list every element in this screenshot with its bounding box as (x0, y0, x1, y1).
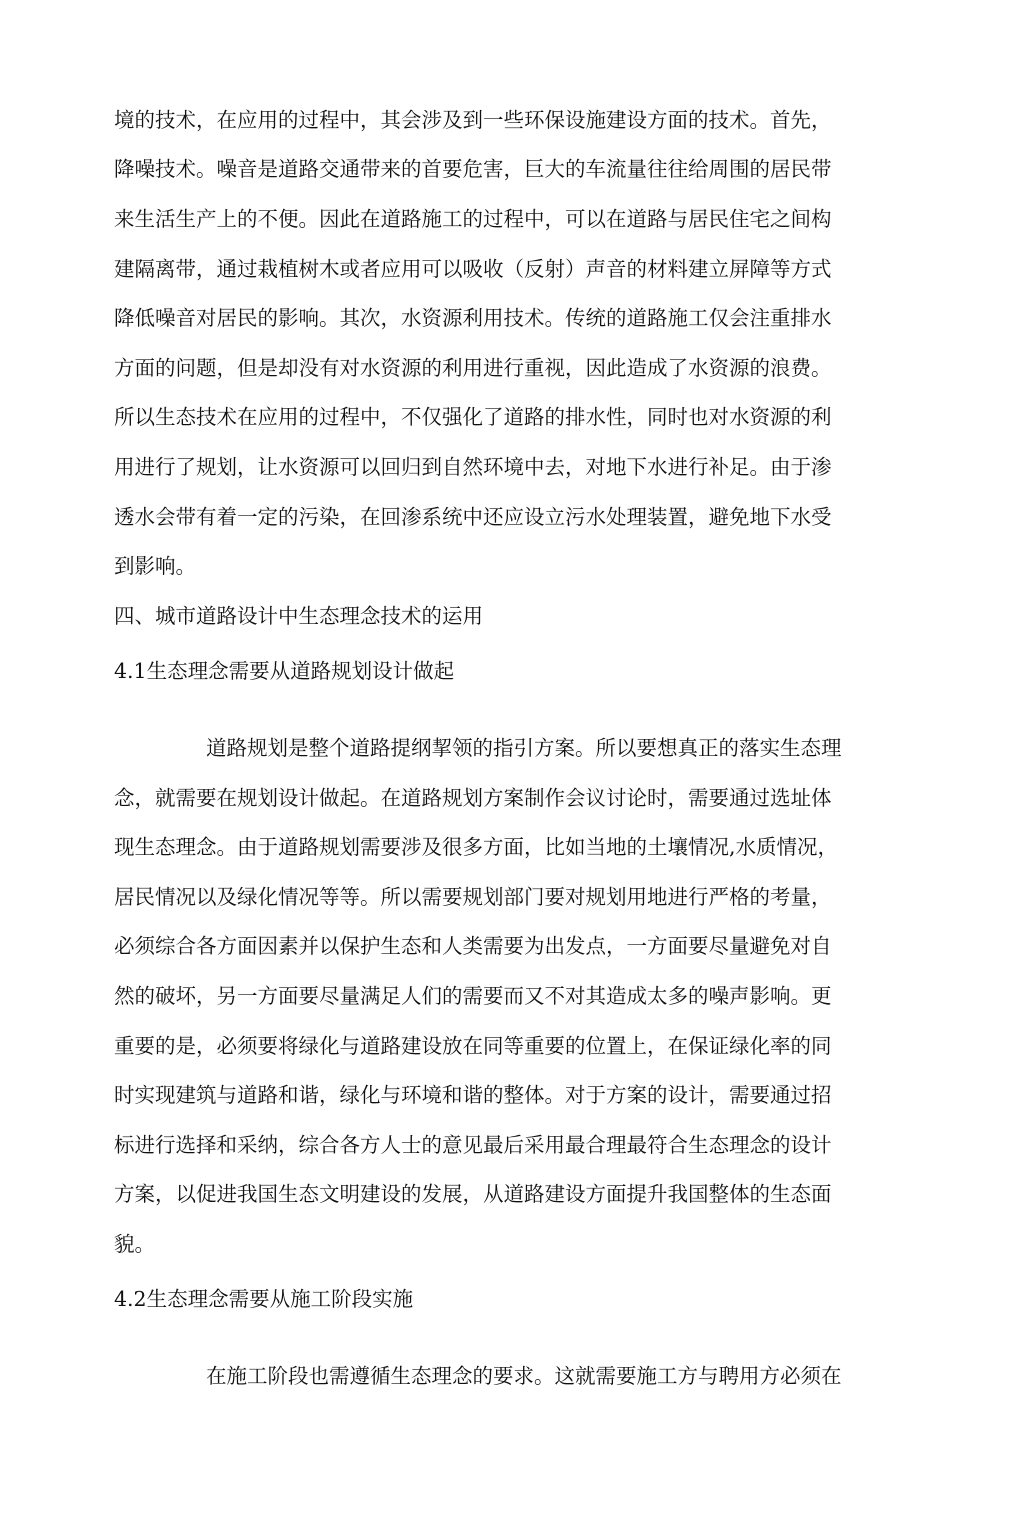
paragraph-line: 道路规划是整个道路提纲挈领的指引方案。所以要想真正的落实生态理 (206, 736, 842, 760)
paragraph-line: 方案，以促进我国生态文明建设的发展，从道路建设方面提升我国整体的生态面 (114, 1182, 832, 1206)
section-heading: 四、城市道路设计中生态理念技术的运用 (114, 604, 483, 628)
subsection-heading: 4.2生态理念需要从施工阶段实施 (114, 1287, 414, 1311)
paragraph-line: 标进行选择和采纳，综合各方人士的意见最后采用最合理最符合生态理念的设计 (114, 1133, 832, 1157)
paragraph-line: 降低噪音对居民的影响。其次，水资源利用技术。传统的道路施工仅会注重排水 (114, 306, 832, 330)
paragraph-line: 透水会带有着一定的污染，在回渗系统中还应设立污水处理装置，避免地下水受 (114, 505, 832, 529)
paragraph-line: 建隔离带，通过栽植树木或者应用可以吸收（反射）声音的材料建立屏障等方式 (114, 257, 832, 281)
paragraph-line: 到影响。 (114, 554, 196, 578)
paragraph-line: 所以生态技术在应用的过程中，不仅强化了道路的排水性，同时也对水资源的利 (114, 405, 832, 429)
paragraph-line: 时实现建筑与道路和谐，绿化与环境和谐的整体。对于方案的设计，需要通过招 (114, 1083, 832, 1107)
paragraph-line: 在施工阶段也需遵循生态理念的要求。这就需要施工方与聘用方必须在 (206, 1364, 842, 1388)
paragraph-line: 现生态理念。由于道路规划需要涉及很多方面，比如当地的土壤情况,水质情况， (114, 835, 839, 859)
paragraph-line: 境的技术，在应用的过程中，其会涉及到一些环保设施建设方面的技术。首先， (114, 108, 832, 132)
paragraph-line: 来生活生产上的不便。因此在道路施工的过程中，可以在道路与居民住宅之间构 (114, 207, 832, 231)
paragraph-line: 必须综合各方面因素并以保护生态和人类需要为出发点，一方面要尽量避免对自 (114, 934, 832, 958)
paragraph-line: 降噪技术。噪音是道路交通带来的首要危害，巨大的车流量往往给周围的居民带 (114, 157, 832, 181)
subsection-heading: 4.1生态理念需要从道路规划设计做起 (114, 659, 455, 683)
paragraph-line: 用进行了规划，让水资源可以回归到自然环境中去，对地下水进行补足。由于渗 (114, 455, 832, 479)
paragraph-line: 念，就需要在规划设计做起。在道路规划方案制作会议讨论时，需要通过选址体 (114, 786, 832, 810)
paragraph-line: 然的破坏，另一方面要尽量满足人们的需要而又不对其造成太多的噪声影响。更 (114, 984, 832, 1008)
paragraph-line: 貌。 (114, 1232, 155, 1256)
paragraph-line: 居民情况以及绿化情况等等。所以需要规划部门要对规划用地进行严格的考量， (114, 885, 832, 909)
paragraph-line: 重要的是，必须要将绿化与道路建设放在同等重要的位置上，在保证绿化率的同 (114, 1034, 832, 1058)
paragraph-line: 方面的问题，但是却没有对水资源的利用进行重视，因此造成了水资源的浪费。 (114, 356, 832, 380)
